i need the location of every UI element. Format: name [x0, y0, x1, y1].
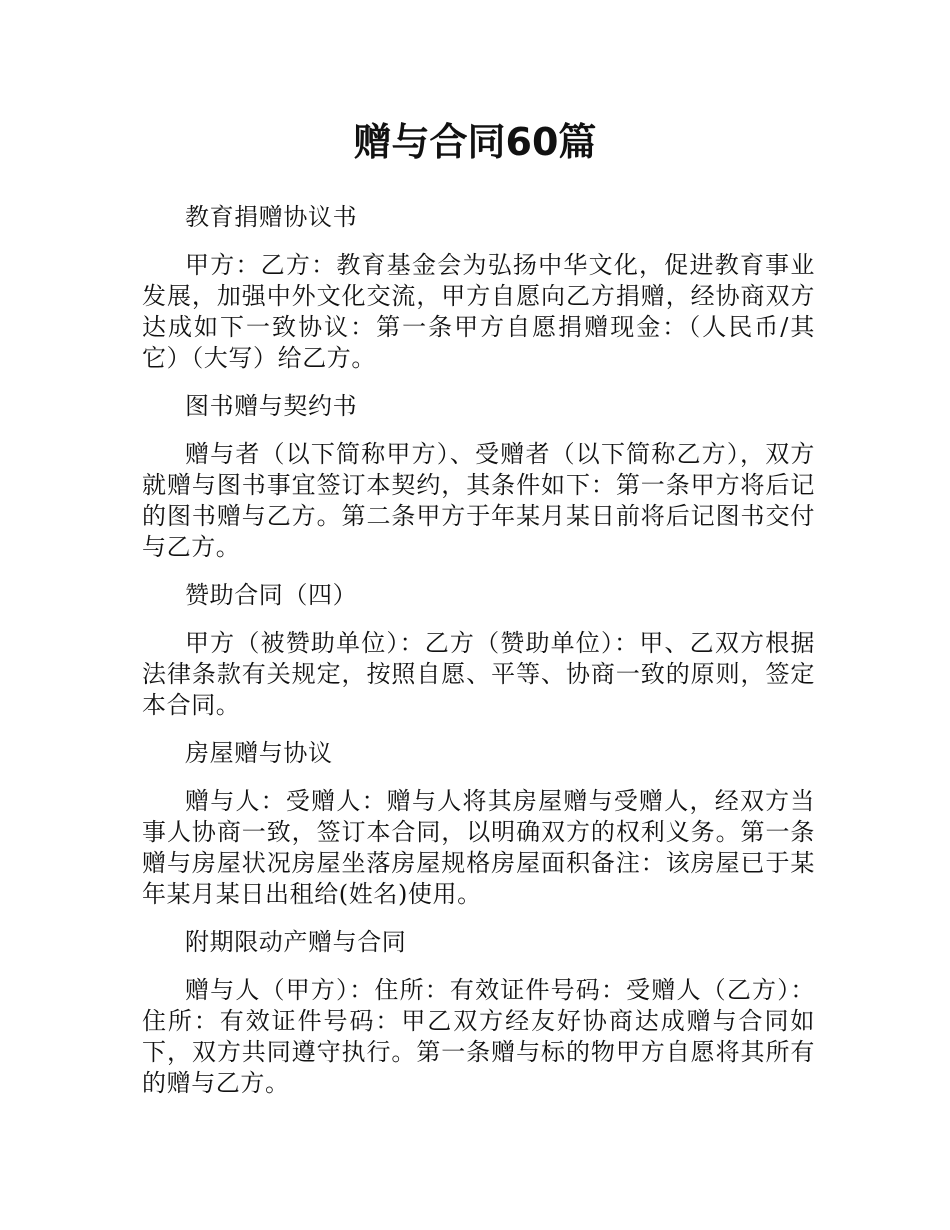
section-body-sponsorship: 甲方（被赞助单位）：乙方（赞助单位）：甲、乙双方根据法律条款有关规定，按照自愿、平等、协商一致的原则，签定本合同。: [142, 629, 815, 719]
document-body: [142, 202, 815, 1116]
section-heading-movable-property-gift: 附期限动产赠与合同: [185, 928, 407, 956]
document-title: 赠与合同60篇: [353, 120, 597, 164]
section-heading-education-donation: 教育捐赠协议书: [185, 203, 358, 231]
section-heading-book-gift: 图书赠与契约书: [185, 392, 358, 420]
section-body-movable-property-gift: 赠与人（甲方）：住所：有效证件号码：受赠人（乙方）：住所：有效证件号码：甲乙双方经友好协商达成赠与合同如下，双方共同遵守执行。第一条赠与标的物甲方自愿将其所有的赠与乙方。: [142, 976, 815, 1097]
section-body-book-gift: 赠与者（以下简称甲方）、受赠者（以下简称乙方），双方就赠与图书事宜签订本契约，其条件如下：第一条甲方将后记的图书赠与乙方。第二条甲方于年某月某日前将后记图书交付与乙方。: [142, 440, 815, 561]
section-heading-house-gift: 房屋赠与协议: [185, 739, 333, 767]
section-heading-sponsorship: 赞助合同（四）: [185, 581, 358, 609]
section-body-house-gift: 赠与人：受赠人：赠与人将其房屋赠与受赠人，经双方当事人协商一致，签订本合同，以明确双方的权利义务。第一条赠与房屋状况房屋坐落房屋规格房屋面积备注：该房屋已于某年某月某日出租给(姓名)使用。: [142, 787, 815, 908]
section-body-education-donation: 甲方：乙方：教育基金会为弘扬中华文化，促进教育事业发展，加强中外文化交流，甲方自愿向乙方捐赠，经协商双方达成如下一致协议：第一条甲方自愿捐赠现金：（人民币/其它）（大写）给乙方。: [142, 251, 815, 372]
